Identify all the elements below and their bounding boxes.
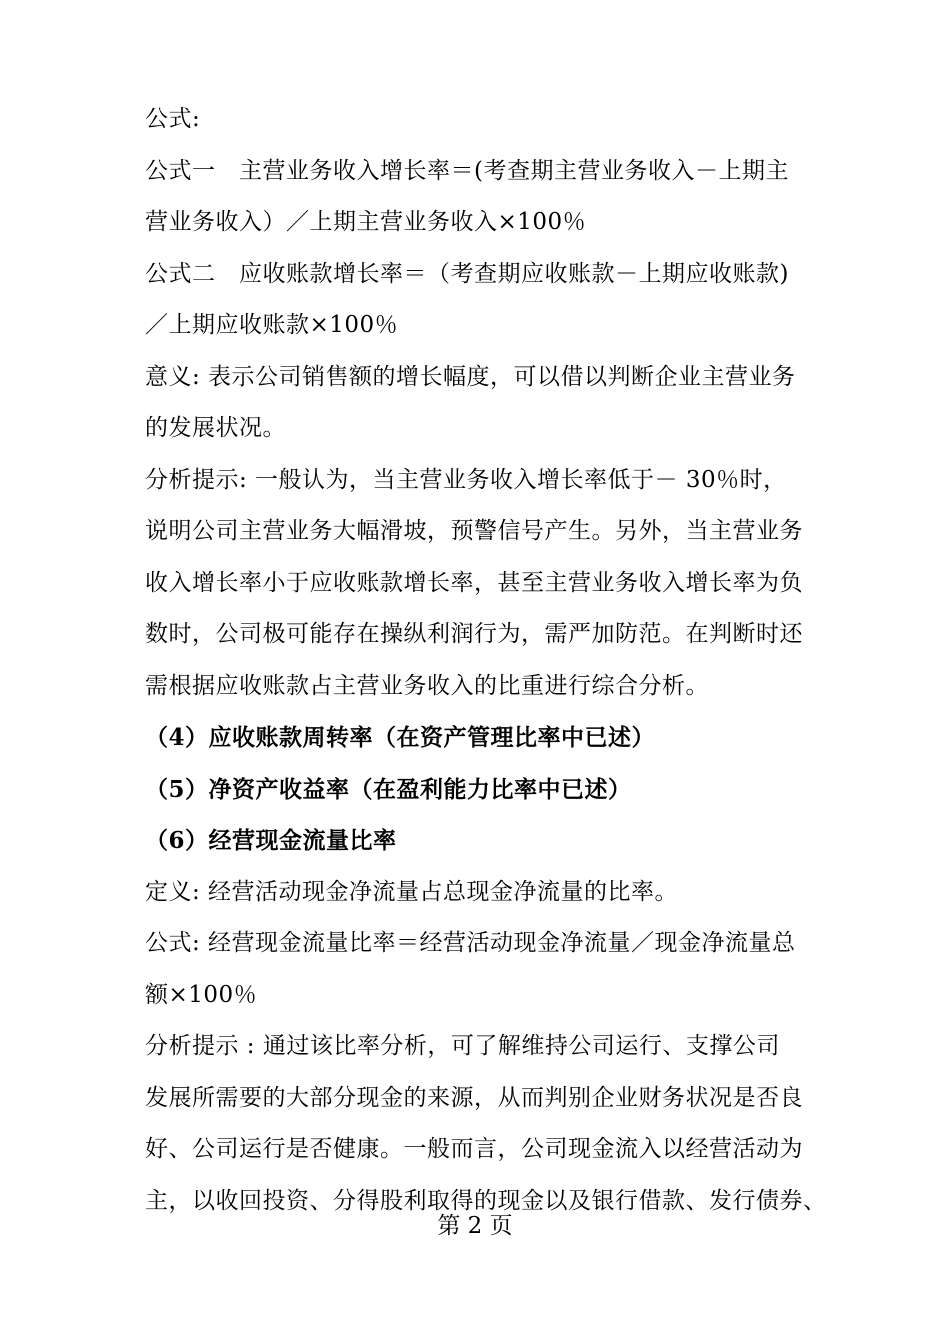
text-line-22: 主，以收回投资、分得股利取得的现金以及银行借款、发行债券、: [145, 1187, 827, 1214]
text-line-19: 分析提示 : 通过该比率分析，可了解维持公司运行、支撑公司: [145, 1033, 780, 1059]
page-number: 第 2 页: [437, 1213, 513, 1239]
text-line-10: 收入增长率小于应收账款增长率，甚至主营业务收入增长率为负: [145, 569, 803, 596]
text-line-6: 意义: 表示公司销售额的增长幅度，可以借以判断企业主营业务: [145, 363, 796, 390]
section-heading-4: （4）应收账款周转率（在资产管理比率中已述）: [145, 724, 656, 751]
text-line-2: 公式一 主营业务收入增长率＝(考查期主营业务收入－上期主: [145, 157, 789, 184]
text-line-16: 定义: 经营活动现金净流量占总现金净流量的比率。: [145, 878, 679, 905]
text-line-12: 需根据应收账款占主营业务收入的比重进行综合分析。: [145, 672, 709, 699]
section-heading-5: （5）净资产收益率（在盈利能力比率中已述）: [145, 775, 632, 803]
text-line-17: 公式: 经营现金流量比率＝经营活动现金净流量／现金净流量总: [145, 930, 796, 956]
text-line-11: 数时，公司极可能存在操纵利润行为，需严加防范。在判断时还: [145, 621, 803, 647]
text-line-4: 公式二 应收账款增长率＝（考查期应收账款－上期应收账款): [145, 260, 789, 287]
text-line-8: 分析提示: 一般认为，当主营业务收入增长率低于－ 30％时，: [145, 466, 787, 493]
section-heading-6: （6）经营现金流量比率: [145, 827, 397, 854]
text-line-5: ／上期应收账款×100％: [145, 312, 399, 338]
text-line-3: 营业务收入）／上期主营业务收入×100％: [145, 209, 587, 235]
text-line-9: 说明公司主营业务大幅滑坡，预警信号产生。另外，当主营业务: [145, 518, 803, 544]
text-line-20: 发展所需要的大部分现金的来源，从而判别企业财务状况是否良: [145, 1084, 803, 1111]
document-body: [145, 94, 827, 1227]
text-line-7: 的发展状况。: [145, 415, 286, 441]
text-line-21: 好、公司运行是否健康。一般而言，公司现金流入以经营活动为: [145, 1136, 803, 1162]
text-line-18: 额×100％: [145, 981, 258, 1008]
text-line-1: 公式:: [145, 106, 201, 132]
